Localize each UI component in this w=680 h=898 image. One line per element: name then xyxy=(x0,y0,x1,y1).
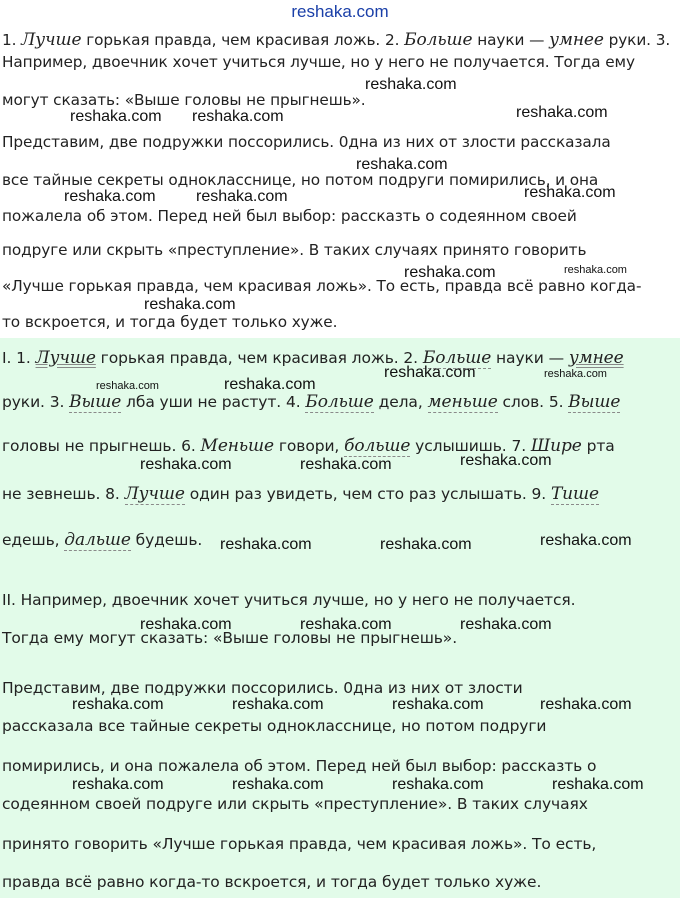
answer-line: рассказала все тайные секреты однокласснице, но потом подруги xyxy=(2,717,547,735)
answer-line: едешь, дальше будешь. xyxy=(2,530,203,550)
watermark: reshaka.com xyxy=(564,264,627,276)
watermark: reshaka.com xyxy=(404,264,496,281)
answer-line: головы не прыгнешь. 6. Меньше говори, больше услышишь. 7. Шире рта xyxy=(2,436,615,456)
watermark: reshaka.com xyxy=(140,616,232,633)
watermark: reshaka.com xyxy=(140,456,232,473)
watermark: reshaka.com xyxy=(392,696,484,713)
watermark: reshaka.com xyxy=(192,108,284,125)
text-line: пожалела об этом. Перед ней был выбор: рассказть о содеянном своей xyxy=(2,207,577,225)
watermark: reshaka.com xyxy=(516,104,608,121)
watermark: reshaka.com xyxy=(232,696,324,713)
watermark: reshaka.com xyxy=(384,364,476,381)
watermark: reshaka.com xyxy=(540,696,632,713)
watermark: reshaka.com xyxy=(380,536,472,553)
watermark: reshaka.com xyxy=(72,776,164,793)
original-text-block xyxy=(0,26,680,338)
answer-line: не зевнешь. 8. Лучше один раз увидеть, чем сто раз услышать. 9. Тише xyxy=(2,484,599,504)
watermark: reshaka.com xyxy=(552,776,644,793)
text-line: то вскроется, и тогда будет только хуже. xyxy=(2,313,338,331)
watermark: reshaka.com xyxy=(224,376,316,393)
answer-line: содеянном своей подруге или скрыть «преступление». В таких случаях xyxy=(2,795,588,813)
answer-line: помирились, и она пожалела об этом. Перед ней был выбор: рассказть о xyxy=(2,757,597,775)
watermark: reshaka.com xyxy=(544,368,607,380)
watermark: reshaka.com xyxy=(300,616,392,633)
answer-line: принято говорить «Лучше горькая правда, чем красивая ложь». То есть, xyxy=(2,835,597,853)
site-link[interactable]: reshaka.com xyxy=(291,2,389,21)
watermark: reshaka.com xyxy=(300,456,392,473)
text-line: могут сказать: «Выше головы не прыгнешь». xyxy=(2,91,366,109)
watermark: reshaka.com xyxy=(64,188,156,205)
watermark: reshaka.com xyxy=(540,532,632,549)
watermark: reshaka.com xyxy=(196,188,288,205)
watermark: reshaka.com xyxy=(460,616,552,633)
text-line: Например, двоечник хочет учиться лучше, но у него не получается. Тогда ему xyxy=(2,53,635,71)
answer-line: руки. 3. Выше лба уши не растут. 4. Больше дела, меньше слов. 5. Выше xyxy=(2,392,621,412)
watermark: reshaka.com xyxy=(96,380,159,392)
watermark: reshaka.com xyxy=(232,776,324,793)
text-line: подруге или скрыть «преступление». В таких случаях принято говорить xyxy=(2,241,587,259)
watermark: reshaka.com xyxy=(70,108,162,125)
answer-line: II. Например, двоечник хочет учиться лучше, но у него не получается. xyxy=(2,591,576,609)
cut-line: 1. Лучше горькая правда, чем красивая ложь. 2. Больше науки — умнее руки. 3. xyxy=(2,30,671,50)
watermark: reshaka.com xyxy=(524,184,616,201)
answer-line: правда всё равно когда-то вскроется, и тогда будет только хуже. xyxy=(2,873,542,891)
answer-line: Представим, две подружки поссорились. 0дна из них от злости xyxy=(2,679,523,697)
watermark: reshaka.com xyxy=(365,76,457,93)
watermark: reshaka.com xyxy=(356,156,448,173)
text-line: все тайные секреты однокласснице, но потом подруги помирились, и она xyxy=(2,171,599,189)
watermark: reshaka.com xyxy=(460,452,552,469)
watermark: reshaka.com xyxy=(72,696,164,713)
watermark: reshaka.com xyxy=(220,536,312,553)
watermark: reshaka.com xyxy=(144,296,236,313)
answer-line: Тогда ему могут сказать: «Выше головы не прыгнешь». xyxy=(2,629,458,647)
text-line: «Лучше горькая правда, чем красивая ложь». То есть, правда всё равно когда- xyxy=(2,277,642,295)
answer-line: I. 1. Лучше горькая правда, чем красивая ложь. 2. Больше науки — умнее xyxy=(2,348,624,368)
text-line: Представим, две подружки поссорились. 0дна из них от злости рассказала xyxy=(2,133,611,151)
watermark: reshaka.com xyxy=(392,776,484,793)
